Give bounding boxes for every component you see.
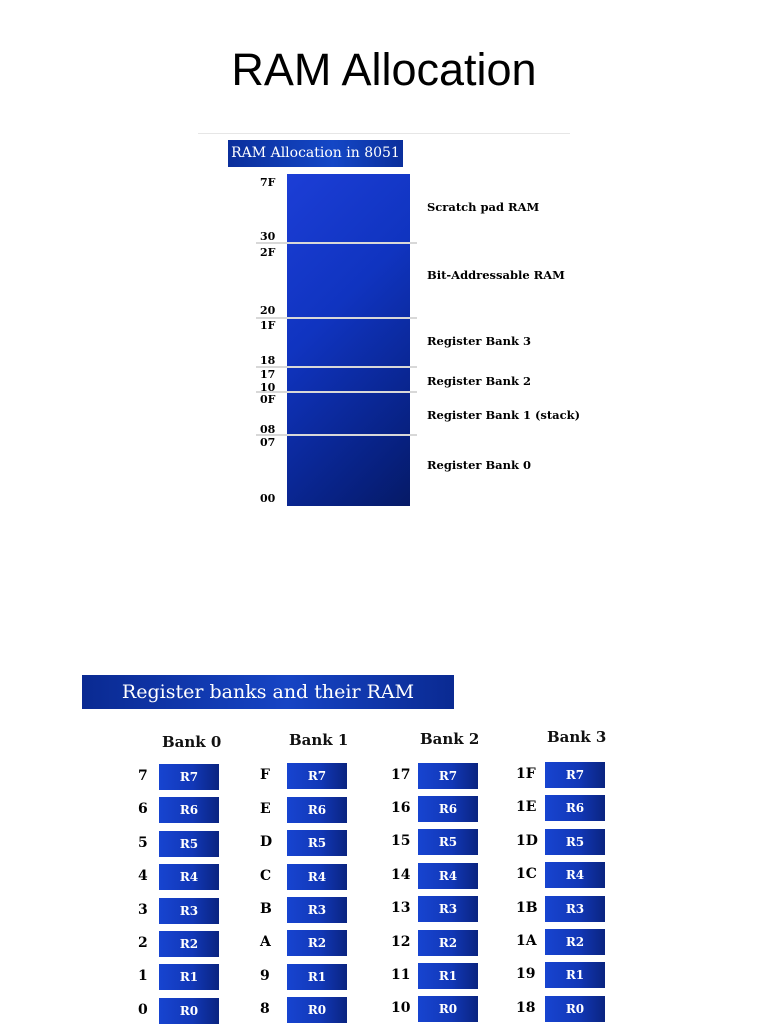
register-address: B <box>260 901 272 917</box>
register-box: R1 <box>545 962 605 988</box>
register-box: R4 <box>418 863 478 889</box>
register-address: 12 <box>391 934 411 950</box>
region-separator <box>256 391 417 393</box>
region-label-bank-2: Register Bank 2 <box>427 374 531 388</box>
register-address: 2 <box>138 935 148 951</box>
register-address: 15 <box>391 833 411 849</box>
address-label: 0F <box>260 393 276 406</box>
register-box: R5 <box>287 830 347 856</box>
region-label-bank-3: Register Bank 3 <box>427 334 531 348</box>
register-address: 1B <box>516 900 538 916</box>
register-address: 5 <box>138 835 148 851</box>
region-label-bit-addressable: Bit-Addressable RAM <box>427 268 565 282</box>
region-separator <box>256 434 417 436</box>
register-address: 3 <box>138 902 148 918</box>
register-box: R2 <box>287 930 347 956</box>
register-box: R4 <box>545 862 605 888</box>
bank-title: Bank 2 <box>420 730 480 748</box>
register-address: E <box>260 801 271 817</box>
register-address: 1C <box>516 866 537 882</box>
register-box: R0 <box>287 997 347 1023</box>
address-label: 18 <box>260 354 276 367</box>
address-label: 1F <box>260 319 276 332</box>
register-address: 17 <box>391 767 411 783</box>
register-box: R3 <box>287 897 347 923</box>
register-address: 14 <box>391 867 411 883</box>
register-address: A <box>260 934 271 950</box>
address-label: 30 <box>260 230 276 243</box>
register-box: R7 <box>545 762 605 788</box>
address-label: 10 <box>260 381 276 394</box>
register-address: 13 <box>391 900 411 916</box>
register-box: R2 <box>545 929 605 955</box>
register-box: R0 <box>545 996 605 1022</box>
register-address: 6 <box>138 801 148 817</box>
register-box: R5 <box>545 829 605 855</box>
register-address: 10 <box>391 1000 411 1016</box>
register-box: R6 <box>159 797 219 823</box>
register-box: R7 <box>287 763 347 789</box>
address-label: 08 <box>260 423 276 436</box>
register-address: C <box>260 868 272 884</box>
register-box: R0 <box>418 996 478 1022</box>
register-address: 1A <box>516 933 537 949</box>
register-address: 1 <box>138 968 148 984</box>
register-box: R3 <box>545 896 605 922</box>
address-label: 2F <box>260 246 276 259</box>
register-box: R7 <box>159 764 219 790</box>
region-separator <box>256 317 417 319</box>
region-label-bank-1: Register Bank 1 (stack) <box>427 408 581 422</box>
register-box: R6 <box>418 796 478 822</box>
register-box: R1 <box>287 964 347 990</box>
address-label: 17 <box>260 368 276 381</box>
register-banks-banner: Register banks and their RAM address <box>82 675 454 709</box>
register-box: R3 <box>418 896 478 922</box>
register-address: 19 <box>516 966 536 982</box>
register-box: R4 <box>287 864 347 890</box>
register-address: 8 <box>260 1001 270 1017</box>
region-separator <box>256 242 417 244</box>
address-label: 20 <box>260 304 276 317</box>
register-box: R1 <box>418 963 478 989</box>
register-address: 16 <box>391 800 411 816</box>
register-box: R4 <box>159 864 219 890</box>
address-label: 7F <box>260 176 276 189</box>
address-label: 00 <box>260 492 276 505</box>
register-address: 18 <box>516 1000 536 1016</box>
register-box: R3 <box>159 898 219 924</box>
register-address: D <box>260 834 273 850</box>
register-box: R2 <box>418 930 478 956</box>
page-title: RAM Allocation <box>231 44 537 95</box>
register-address: F <box>260 767 270 783</box>
region-separator <box>256 366 417 368</box>
bank-title: Bank 3 <box>547 728 607 746</box>
register-box: R6 <box>545 795 605 821</box>
ram-allocation-banner: RAM Allocation in 8051 <box>228 140 403 167</box>
bank-title: Bank 1 <box>289 731 349 749</box>
register-address: 1E <box>516 799 537 815</box>
register-box: R7 <box>418 763 478 789</box>
register-address: 4 <box>138 868 148 884</box>
register-box: R6 <box>287 797 347 823</box>
register-address: 9 <box>260 968 270 984</box>
register-box: R1 <box>159 964 219 990</box>
region-label-scratch-pad: Scratch pad RAM <box>427 200 540 214</box>
bank-title: Bank 0 <box>162 733 222 751</box>
figure-divider <box>198 133 570 134</box>
register-box: R5 <box>418 829 478 855</box>
register-box: R2 <box>159 931 219 957</box>
region-label-bank-0: Register Bank 0 <box>427 458 531 472</box>
register-address: 0 <box>138 1002 148 1018</box>
register-box: R5 <box>159 831 219 857</box>
register-address: 1D <box>516 833 538 849</box>
register-address: 1F <box>516 766 536 782</box>
address-label: 07 <box>260 436 276 449</box>
register-address: 7 <box>138 768 148 784</box>
register-address: 11 <box>391 967 411 983</box>
register-box: R0 <box>159 998 219 1024</box>
memory-block <box>287 174 410 506</box>
